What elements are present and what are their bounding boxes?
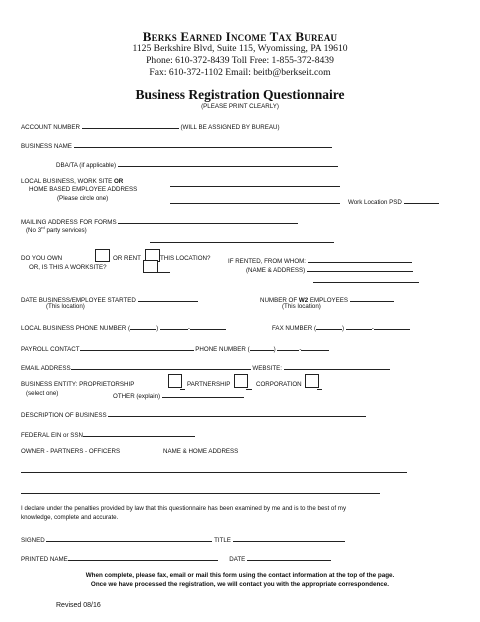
worksite-label: OR, IS THIS A WORKSITE? — [29, 264, 107, 271]
payroll-phone-prefix[interactable] — [277, 343, 299, 351]
description-field[interactable] — [108, 409, 366, 417]
form-subtitle: (PLEASE PRINT CLEARLY) — [201, 103, 279, 110]
email-label: EMAIL ADDRESS — [21, 365, 71, 372]
signed-row — [21, 534, 345, 544]
ein-label: FEDERAL EIN or SSN — [21, 432, 84, 439]
local-business-text: LOCAL BUSINESS, WORK SITE — [21, 178, 113, 185]
footer-line-2: Once we have processed the registration, we will contact you with the appropriate correspondence. — [90, 581, 390, 588]
date-field[interactable] — [247, 553, 331, 561]
title-label: TITLE — [214, 537, 231, 544]
org-address: 1125 Berkshire Blvd, Suite 115, Wyomissing, PA 19610 — [132, 43, 348, 54]
email-field[interactable] — [71, 362, 251, 370]
dba-label: DBA/TA (if applicable) — [56, 162, 117, 169]
printed-name-row — [21, 553, 331, 563]
worksite-line — [156, 265, 170, 273]
local-phone-prefix[interactable] — [160, 322, 188, 330]
ein-row — [21, 429, 195, 439]
employees-field[interactable] — [350, 294, 394, 302]
name-home-label: NAME & HOME ADDRESS — [163, 448, 239, 455]
fax-area[interactable] — [316, 322, 342, 330]
account-number-label: ACCOUNT NUMBER — [21, 124, 81, 131]
fax-label: FAX NUMBER — [272, 325, 313, 332]
payroll-label: PAYROLL CONTACT — [21, 346, 80, 353]
date-label: DATE — [229, 556, 246, 563]
title-field[interactable] — [233, 534, 345, 542]
owners-label: OWNER - PARTNERS - OFFICERS — [21, 448, 121, 455]
third-party-pre: (No 3 — [26, 227, 42, 235]
or-rent-label: OR RENT — [113, 255, 141, 262]
do-you-own-label: DO YOU OWN — [21, 255, 63, 262]
declaration-line-1: I declare under the penalties provided by law that this questionnaire has been examined by me and is to the best of my — [21, 505, 347, 512]
work-location-psd-field[interactable] — [404, 196, 439, 204]
local-business-label-1 — [21, 178, 123, 185]
local-phone-area[interactable] — [130, 322, 156, 330]
select-one-note: (select one) — [26, 390, 59, 397]
dba-field[interactable] — [118, 159, 338, 167]
if-rented-label: IF RENTED, FROM WHOM: — [228, 258, 307, 265]
mailing-address-field-2[interactable] — [150, 235, 334, 243]
description-label: DESCRIPTION OF BUSINESS — [21, 412, 107, 419]
other-row — [113, 390, 244, 400]
account-number-row — [21, 121, 280, 131]
footer-line-1: When complete, please fax, email or mail this form using the contact information at the top of the page. — [85, 572, 395, 579]
third-party-post: party services) — [46, 227, 87, 235]
owners-field-1[interactable] — [21, 465, 407, 473]
account-number-field[interactable] — [82, 121, 179, 129]
email-row — [21, 362, 390, 372]
website-field[interactable] — [284, 362, 390, 370]
mailing-address-field-1[interactable] — [118, 216, 298, 224]
business-name-label: BUSINESS NAME — [21, 143, 72, 150]
date-started-note: (This location) — [46, 303, 85, 310]
mailing-address-label: MAILING ADDRESS FOR FORMS — [21, 219, 117, 226]
date-started-label: DATE BUSINESS/EMPLOYEE STARTED — [21, 297, 136, 304]
owners-field-2[interactable] — [21, 486, 380, 494]
website-label: WEBSITE: — [252, 365, 282, 372]
landlord-field-3[interactable] — [313, 275, 419, 283]
local-business-or: OR — [113, 178, 124, 185]
payroll-phone-area[interactable] — [250, 343, 274, 351]
date-started-field[interactable] — [138, 294, 198, 302]
own-checkbox[interactable] — [95, 249, 110, 262]
w2-label: W2 — [298, 297, 309, 304]
corporation-label: CORPORATION — [256, 381, 302, 388]
other-field[interactable] — [162, 390, 244, 398]
name-address-label: (NAME & ADDRESS) — [246, 267, 306, 274]
local-business-label-2: HOME BASED EMPLOYEE ADDRESS — [29, 186, 138, 193]
employees-label: EMPLOYEES — [309, 297, 349, 304]
third-party-note — [26, 225, 87, 234]
local-phone-line[interactable] — [190, 322, 226, 330]
employees-note: (This location) — [282, 303, 321, 310]
name-address-row — [246, 264, 413, 274]
org-name: Berks Earned Income Tax Bureau — [142, 29, 338, 44]
partnership-line — [246, 382, 252, 390]
number-of-label: NUMBER OF — [260, 297, 298, 304]
payroll-phone-line[interactable] — [301, 343, 329, 351]
form-title: Business Registration Questionnaire — [135, 87, 345, 102]
employees-row — [260, 294, 394, 304]
circle-one-note: (Please circle one) — [57, 195, 109, 202]
work-location-psd-row — [348, 196, 439, 206]
business-name-row — [21, 140, 332, 150]
local-phone-row: LOCAL BUSINESS PHONE NUMBER ( ) - — [21, 322, 226, 332]
description-row — [21, 409, 366, 419]
fax-row: FAX NUMBER ( ) - — [272, 322, 410, 332]
org-fax-email: Fax: 610-372-1102 Email: beitb@berkseit.com — [149, 67, 331, 78]
work-location-psd-label: Work Location PSD — [348, 199, 402, 206]
partnership-label: PARTNERSHIP — [187, 381, 231, 388]
third-party-sup: rd — [41, 225, 45, 230]
this-location-label: THIS LOCATION? — [160, 255, 211, 262]
local-phone-label: LOCAL BUSINESS PHONE NUMBER — [21, 325, 127, 332]
payroll-phone-label: PHONE NUMBER — [195, 346, 246, 353]
proprietorship-line — [180, 382, 185, 390]
signature-field[interactable] — [46, 534, 212, 542]
org-phone: Phone: 610-372-8439 Toll Free: 1-855-372-8439 — [146, 55, 334, 66]
landlord-field-2[interactable] — [307, 264, 413, 272]
corporation-line — [317, 382, 322, 390]
declaration-line-2: knowledge, complete and accurate. — [21, 514, 119, 521]
ein-field[interactable] — [83, 429, 195, 437]
account-number-note: (WILL BE ASSIGNED BY BUREAU) — [180, 124, 280, 131]
dba-row — [56, 159, 338, 169]
fax-prefix[interactable] — [346, 322, 372, 330]
signed-label: SIGNED — [21, 537, 45, 544]
payroll-field[interactable] — [80, 343, 194, 351]
entity-label: BUSINESS ENTITY: PROPRIETORSHIP — [21, 381, 135, 388]
fax-line[interactable] — [374, 322, 410, 330]
local-business-field-2[interactable] — [170, 196, 340, 204]
local-business-field-1[interactable] — [170, 179, 340, 187]
business-name-field[interactable] — [74, 140, 332, 148]
revised-date: Revised 08/16 — [56, 602, 101, 609]
landlord-field-1[interactable] — [308, 255, 412, 263]
printed-name-field[interactable] — [68, 553, 218, 561]
other-label: OTHER (explain) — [113, 393, 161, 400]
payroll-row: PAYROLL CONTACT PHONE NUMBER ( ) - — [21, 343, 329, 353]
printed-name-label: PRINTED NAME — [21, 556, 68, 563]
